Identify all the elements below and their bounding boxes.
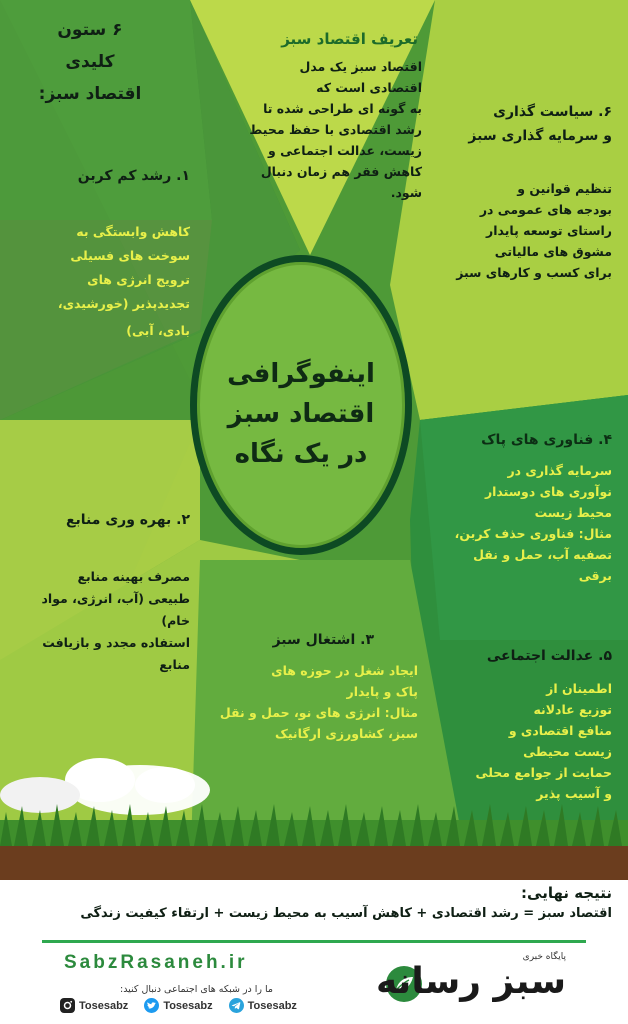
pillar-line: بودجه های عمومی در: [479, 202, 612, 217]
center-line: اقتصاد سبز: [227, 399, 375, 429]
pillar-line: بادی، آبی): [126, 323, 190, 338]
pillar-line: منافع اقتصادی و: [508, 723, 612, 738]
pillar-green-jobs: [218, 632, 418, 744]
pillar-line: خام): [161, 613, 190, 628]
pillar-title: ۲. بهره وری منابع: [65, 512, 190, 528]
pillar-line: و آسیب پذیر: [536, 786, 612, 801]
pillar-title: ۱. رشد کم کربن: [77, 168, 190, 184]
footer: [0, 880, 628, 1024]
pillar-line: ترویج انرژی های: [87, 272, 190, 287]
definition-title: تعریف اقتصاد سبز: [281, 30, 418, 48]
pillar-title: و سرمایه گذاری سبز: [468, 128, 612, 144]
definition-line: به گونه ای طراحی شده تا: [263, 101, 422, 116]
pillar-line: ایجاد شغل در حوزه های: [271, 663, 418, 678]
pillar-clean-tech: [440, 432, 612, 586]
follow-text: ما را در شبکه های اجتماعی دنبال کنید:: [120, 984, 274, 995]
pillar-title: ۳. اشتغال سبز: [272, 632, 374, 648]
center-line: اینفوگرافی: [227, 359, 375, 389]
pillar-line: زیست محیطی: [523, 744, 612, 759]
pillar-low-carbon: [12, 168, 190, 346]
brand-logo[interactable]: [376, 952, 566, 1002]
pillar-line: تجدیدپذیر (خورشیدی،: [57, 296, 190, 311]
social-handle: Tosesabz: [163, 999, 213, 1012]
pillars-heading: [20, 14, 160, 110]
pillar-line: تنظیم قوانین و: [517, 181, 612, 196]
instagram-icon: [60, 998, 75, 1013]
pillar-line: منابع: [159, 657, 190, 672]
pillar-line: سبز، کشاورزی ارگانیک: [275, 726, 418, 741]
definition-line: زیست، عدالت اجتماعی و: [267, 143, 422, 158]
social-handle: Tosesabz: [79, 999, 129, 1012]
social-instagram[interactable]: [60, 998, 128, 1013]
definition-line: رشد اقتصادی با حفظ محیط: [249, 122, 422, 137]
pillar-line: مشوق های مالیاتی: [494, 244, 612, 259]
pillar-line: استفاده مجدد و بازیافت: [42, 635, 190, 650]
pillar-line: سرمایه گذاری در: [507, 463, 612, 478]
twitter-icon: [144, 998, 159, 1013]
pillar-line: توزیع عادلانه: [533, 702, 612, 717]
definition-line: کاهش فقر هم زمان دنبال: [260, 164, 422, 179]
pillar-line: کاهش وابستگی به: [76, 224, 190, 239]
pillar-line: طبیعی (آب، انرژی، مواد: [41, 591, 190, 606]
result-formula: اقتصاد سبز = رشد اقتصادی + کاهش آسیب به محیط زیست + ارتقاء کیفیت زندگی: [80, 906, 612, 921]
center-oval: [190, 255, 412, 555]
pillar-line: تصفیه آب، حمل و نقل: [473, 547, 612, 562]
definition-line: اقتصادی است که: [316, 80, 422, 95]
pillar-line: مصرف بهینه منابع: [77, 569, 190, 584]
site-link[interactable]: SabzRasaneh.ir: [64, 952, 248, 973]
result-title: نتیجه نهایی:: [521, 884, 612, 902]
pillar-green-policy: [440, 100, 612, 283]
pillar-line: محیط زیست: [534, 505, 612, 520]
definition-line: شود.: [390, 185, 422, 200]
pillar-line: اطمینان از: [546, 681, 612, 696]
center-line: در یک نگاه: [234, 439, 368, 469]
pillar-line: نوآوری های دوستدار: [484, 484, 612, 499]
pillar-line: حمایت از جوامع محلی: [475, 765, 612, 780]
result-block: [80, 884, 612, 921]
pillar-line: برقی: [578, 568, 612, 583]
pillars-heading-line: کلیدی: [65, 52, 115, 72]
pillar-line: راستای توسعه پایدار: [486, 223, 612, 238]
telegram-icon: [229, 998, 244, 1013]
pillar-title: ۵. عدالت اجتماعی: [486, 648, 612, 664]
social-links: [60, 998, 297, 1013]
pillar-line: برای کسب و کارهای سبز: [456, 265, 612, 280]
pillar-line: سوخت های فسیلی: [70, 248, 190, 263]
pillar-title: ۴. فناوری های پاک: [481, 432, 612, 448]
social-handle: Tosesabz: [247, 999, 297, 1012]
pillar-line: مثال: انرژی های نو، حمل و نقل: [219, 705, 418, 720]
social-telegram[interactable]: [229, 998, 297, 1013]
center-title: [197, 354, 405, 474]
pillar-line: پاک و پایدار: [346, 684, 418, 699]
definition-block: [200, 30, 422, 203]
pillar-line: مثال: فناوری حذف کربن،: [454, 526, 612, 541]
pillar-resource-efficiency: [14, 512, 190, 676]
definition-line: اقتصاد سبز یک مدل: [299, 59, 422, 74]
divider: [42, 940, 586, 943]
logo-tagline: پایگاه خبری: [522, 952, 566, 962]
social-twitter[interactable]: [144, 998, 212, 1013]
pillars-heading-line: اقتصاد سبز:: [38, 84, 142, 104]
logo-name: سبز رسانه: [375, 961, 566, 1002]
pillar-title: ۶. سیاست گذاری: [493, 104, 612, 120]
pillars-heading-line: ۶ ستون: [57, 20, 123, 40]
pillar-social-justice: [448, 648, 612, 804]
